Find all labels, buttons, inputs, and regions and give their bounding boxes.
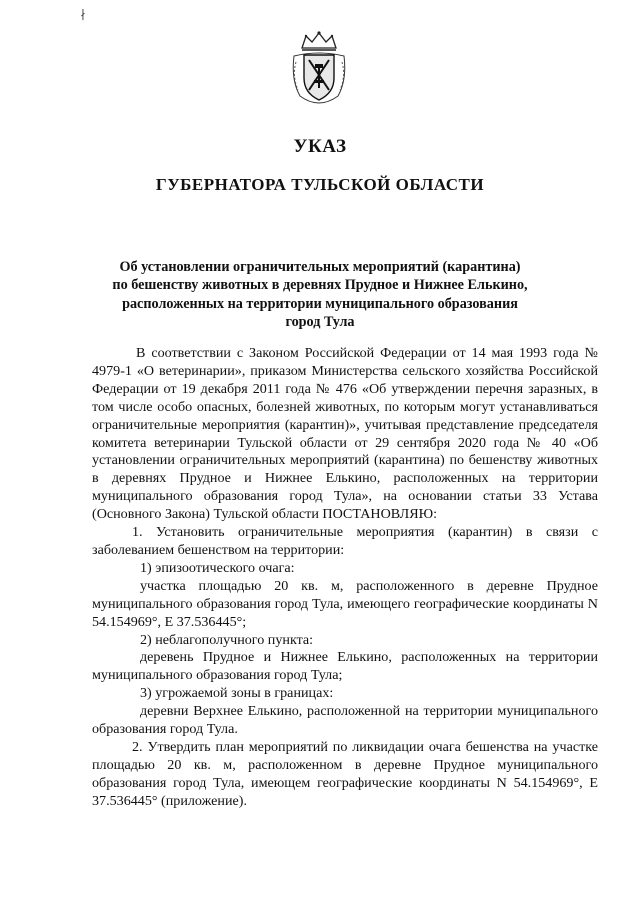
- clause-2: 2. Утвердить план мероприятий по ликвидации очага бешенства на участке площадью 20 кв. м, расположенном в деревне Прудное муниципального образования город Тула, имеющем географические координаты N 54.154969°, Е 37.536445° (приложение).: [92, 738, 598, 809]
- document-title: УКАЗ: [293, 136, 347, 157]
- subclause-2-text: деревень Прудное и Нижнее Елькино, расположенных на территории муниципального образования город Тула;: [92, 649, 598, 684]
- subclause-3-text: деревни Верхнее Елькино, расположенной на территории муниципального образования город Тула.: [92, 703, 598, 738]
- subclause-2-title: 2) неблагополучного пункта:: [140, 631, 314, 648]
- subject-line: расположенных на территории муниципального образования: [122, 295, 518, 312]
- tula-coat-of-arms-icon: [288, 30, 350, 108]
- subject-line: по бешенству животных в деревнях Прудное и Нижнее Елькино,: [112, 277, 528, 294]
- document-body: [92, 345, 598, 811]
- subclause-1-text: участка площадью 20 кв. м, расположенного в деревне Прудное муниципального образования город Тула, имеющего географические координаты N 54.154969°, Е 37.536445°;: [92, 577, 598, 630]
- subject-line: город Тула: [285, 314, 355, 331]
- subject-line: Об установлении ограничительных мероприятий (карантина): [119, 259, 521, 275]
- subclause-1-title: 1) эпизоотического очага:: [140, 559, 295, 576]
- document-subject: [100, 258, 540, 332]
- document-issuer: ГУБЕРНАТОРА ТУЛЬСКОЙ ОБЛАСТИ: [155, 175, 485, 194]
- subclause-3-title: 3) угрожаемой зоны в границах:: [140, 685, 334, 702]
- preamble-paragraph: В соответствии с Законом Российской Федерации от 14 мая 1993 года № 4979-1 «О ветеринарии», приказом Министерства сельского хозяйства Российской Федерации от 19 декабря 2011 года № 476 «Об утверждении перечня заразных, в том числе особо опасных, болезней животных, по которым могут устанавливаться ограничительные мероприятия (карантин)», учитывая представление председателя комитета ветеринарии Тульской области от 29 сентября 2020 года № 40 «Об установлении ограничительных мероприятий (карантина) по бешенству животных в деревнях Прудное и Нижнее Елькино, расположенных на территории муниципального образования город Тула», на основании статьи 33 Устава (Основного Закона) Тульской области ПОСТАНОВЛЯЮ:: [92, 345, 598, 523]
- margin-mark: ∤: [80, 8, 86, 22]
- clause-1: 1. Установить ограничительные мероприятия (карантин) в связи с заболеванием бешенством на территории:: [92, 524, 598, 558]
